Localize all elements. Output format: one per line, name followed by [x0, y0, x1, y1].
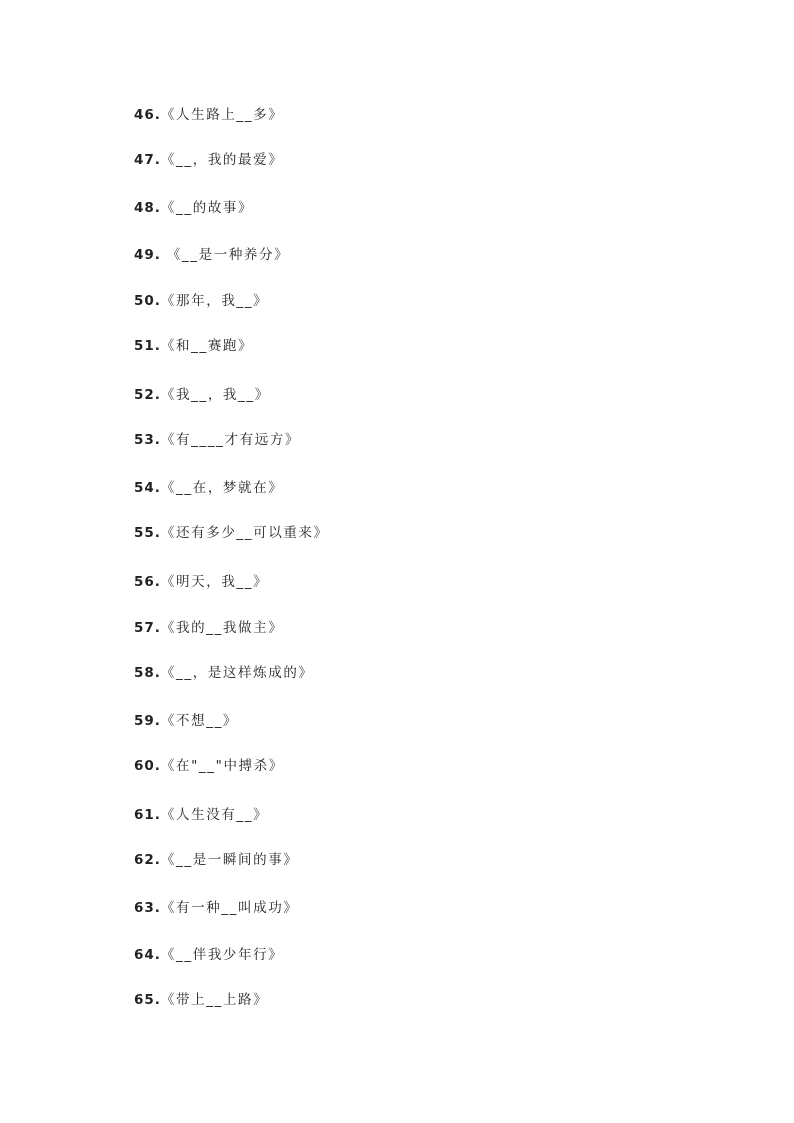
item-title: 《我__，我__》	[160, 387, 270, 403]
list-item	[134, 386, 270, 404]
item-number: 62.	[134, 852, 161, 868]
item-number: 57.	[134, 620, 161, 636]
list-item	[134, 151, 283, 169]
list-item	[134, 806, 268, 824]
item-number: 55.	[134, 525, 161, 541]
item-title: 《不想__》	[160, 713, 239, 729]
item-number: 61.	[134, 807, 161, 823]
item-title: 《有____才有远方》	[160, 432, 301, 448]
item-title: 《__，我的最爱》	[160, 152, 284, 168]
list-item	[134, 246, 289, 264]
item-number: 63.	[134, 900, 161, 916]
item-number: 52.	[134, 387, 161, 403]
list-item	[134, 431, 300, 449]
item-title: 《那年，我__》	[160, 293, 269, 309]
list-item	[134, 106, 283, 124]
item-number: 64.	[134, 947, 161, 963]
list-item	[134, 991, 268, 1009]
list-item	[134, 899, 298, 917]
list-item	[134, 573, 268, 591]
item-title: 《__的故事》	[160, 200, 254, 216]
list-item	[134, 524, 329, 542]
item-title: 《__在，梦就在》	[160, 480, 284, 496]
list-item	[134, 946, 283, 964]
list-item	[134, 757, 284, 775]
item-number: 58.	[134, 665, 161, 681]
item-number: 47.	[134, 152, 161, 168]
item-title: 《还有多少__可以重来》	[160, 525, 329, 541]
item-title: 《有一种__叫成功》	[160, 900, 299, 916]
item-title: 《__，是这样炼成的》	[160, 665, 314, 681]
list-item	[134, 851, 298, 869]
item-number: 46.	[134, 107, 161, 123]
list-item	[134, 292, 268, 310]
item-number: 56.	[134, 574, 161, 590]
item-title: 《__是一种养分》	[160, 247, 290, 263]
list-item	[134, 664, 314, 682]
item-number: 49.	[134, 247, 161, 263]
item-title: 《和__赛跑》	[160, 338, 254, 354]
item-title: 《人生没有__》	[160, 807, 269, 823]
item-number: 50.	[134, 293, 161, 309]
item-number: 53.	[134, 432, 161, 448]
item-title: 《明天，我__》	[160, 574, 269, 590]
item-number: 65.	[134, 992, 161, 1008]
item-number: 60.	[134, 758, 161, 774]
item-number: 51.	[134, 338, 161, 354]
list-item	[134, 199, 253, 217]
item-title: 《我的__我做主》	[160, 620, 284, 636]
item-title: 《在"__"中搏杀》	[160, 758, 284, 774]
list-item	[134, 479, 283, 497]
item-number: 59.	[134, 713, 161, 729]
list-item	[134, 337, 253, 355]
item-number: 48.	[134, 200, 161, 216]
item-title: 《人生路上__多》	[160, 107, 284, 123]
item-title: 《带上__上路》	[160, 992, 269, 1008]
item-title: 《__伴我少年行》	[160, 947, 284, 963]
item-title: 《__是一瞬间的事》	[160, 852, 299, 868]
item-number: 54.	[134, 480, 161, 496]
list-item	[134, 619, 283, 637]
list-item	[134, 712, 238, 730]
